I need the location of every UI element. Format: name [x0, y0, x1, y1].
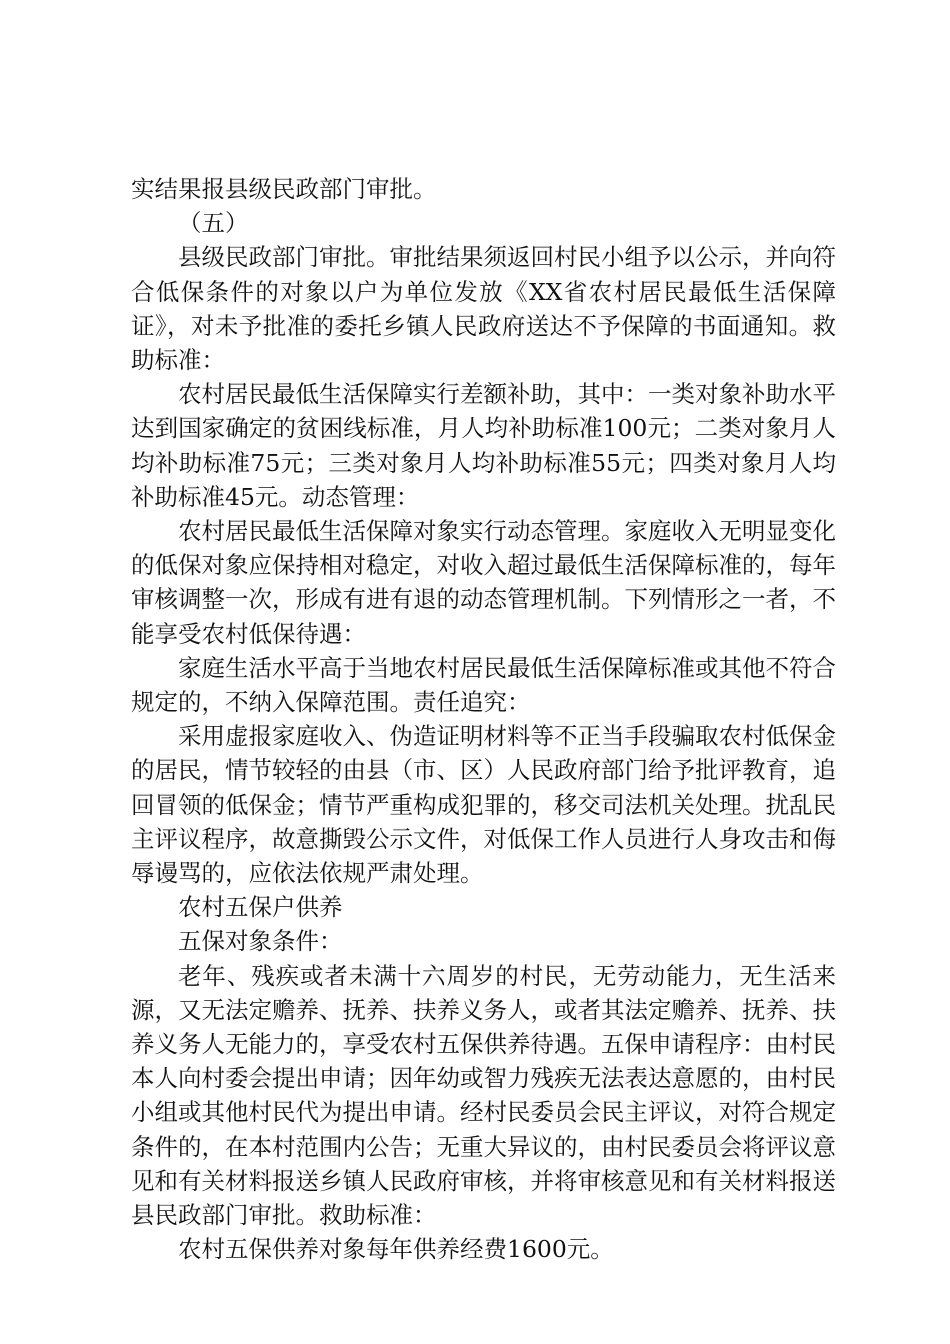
heading-eligibility: 五保对象条件： [178, 927, 343, 956]
paragraph-county-approval: 县级民政部门审批。审批结果须返回村民小组予以公示，并向符合低保条件的对象以户为单位发放《XX省农村居民最低生活保障证》，对未予批准的委托乡镇人民政府送达不予保障的书面通知。救助标准： [131, 243, 836, 375]
paragraph-support-funding: 农村五保供养对象每年供养经费1600元。 [178, 1235, 614, 1264]
paragraph-dynamic-management: 农村居民最低生活保障对象实行动态管理。家庭收入无明显变化的低保对象应保持相对稳定，对收入超过最低生活保障标准的，每年审核调整一次，形成有进有退的动态管理机制。下列情形之一者，不能享受农村低保待遇： [131, 517, 836, 648]
paragraph-eligibility: 老年、残疾或者未满十六周岁的村民，无劳动能力，无生活来源，又无法定赡养、抚养、扶养义务人，或者其法定赡养、抚养、扶养义务人无能力的，享受农村五保供养待遇。五保申请程序：由村民本人向村委会提出申请；因年幼或智力残疾无法表达意愿的，由村民小组或其他村民代为提出申请。经村民委员会民主评议，对符合规定条件的，在本村范围内公告；无重大异议的，由村民委员会将评议意见和有关材料报送乡镇人民政府审核，并将审核意见和有关材料报送县民政部门审批。救助标准： [131, 961, 836, 1230]
paragraph-accountability: 采用虚报家庭收入、伪造证明材料等不正当手段骗取农村低保金的居民，情节较轻的由县（市、区）人民政府部门给予批评教育，追回冒领的低保金；情节严重构成犯罪的，移交司法机关处理。扰乱民主评议程序，故意撕毁公示文件，对低保工作人员进行人身攻击和侮辱谩骂的，应依法依规严肃处理。 [131, 722, 836, 888]
paragraph-exclusion: 家庭生活水平高于当地农村居民最低生活保障标准或其他不符合规定的，不纳入保障范围。责任追究： [131, 653, 836, 717]
paragraph-continuation: 实结果报县级民政部门审批。 [131, 175, 437, 203]
section-number: （五） [178, 209, 249, 238]
heading-five-guarantees: 农村五保户供养 [178, 893, 343, 922]
document-page [131, 172, 836, 1267]
paragraph-relief-standard: 农村居民最低生活保障实行差额补助，其中：一类对象补助水平达到国家确定的贫困线标准，月人均补助标准100元；二类对象月人均补助标准75元；三类对象月人均补助标准55元；四类对象月人均补助标准45元。动态管理： [131, 380, 836, 511]
